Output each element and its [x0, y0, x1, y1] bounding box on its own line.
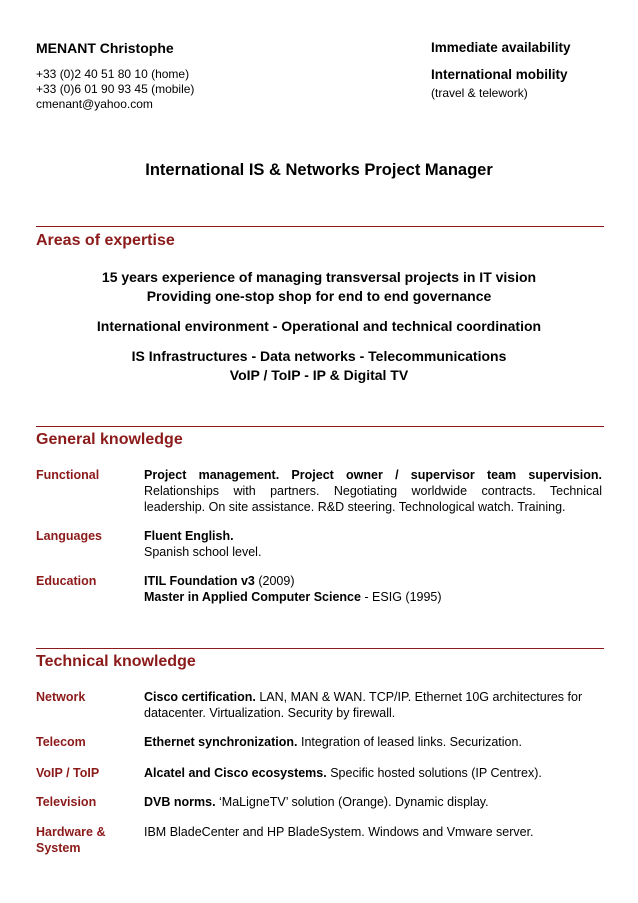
mobility-note: (travel & telework)	[431, 86, 528, 100]
expertise-line: Providing one-stop shop for end to end governance	[146, 288, 492, 304]
phone-mobile: +33 (0)6 01 90 93 45 (mobile)	[36, 82, 195, 96]
candidate-name: MENANT Christophe	[36, 40, 174, 56]
email: cmenant@yahoo.com	[36, 97, 153, 111]
functional-line: leadership. On site assistance. R&D steering. Technological watch. Training.	[144, 500, 566, 514]
label-education: Education	[36, 574, 97, 588]
expertise-line: International environment - Operational and technical coordination	[96, 318, 542, 334]
television-detail: ‘MaLigneTV’ solution (Orange). Dynamic display.	[215, 795, 489, 809]
functional-line: Relationships with partners. Negotiating worldwide contracts. Technical	[144, 484, 602, 498]
network-highlight: Cisco certification.	[144, 690, 256, 704]
telecom-text	[144, 734, 602, 750]
label-television: Television	[36, 795, 97, 809]
hardware-text: IBM BladeCenter and HP BladeSystem. Windows and Vmware server.	[144, 825, 534, 839]
voip-highlight: Alcatel and Cisco ecosystems.	[144, 766, 327, 780]
network-line: datacenter. Virtualization. Security by firewall.	[144, 706, 396, 720]
education-detail: (2009)	[254, 574, 295, 588]
education-detail: - ESIG (1995)	[360, 590, 442, 604]
expertise-line: IS Infrastructures - Data networks - Telecommunications	[131, 348, 507, 364]
voip-detail: Specific hosted solutions (IP Centrex).	[326, 766, 542, 780]
languages-line: Spanish school level.	[144, 545, 262, 559]
label-hardware	[36, 824, 105, 856]
label-hardware-line: Hardware &	[36, 825, 106, 839]
education-degree: Master in Applied Computer Science	[144, 590, 361, 604]
functional-text	[144, 467, 602, 515]
languages-line: Fluent English.	[144, 529, 234, 543]
telecom-highlight: Ethernet synchronization.	[144, 735, 298, 749]
label-languages: Languages	[36, 529, 102, 543]
education-text	[144, 573, 602, 605]
television-highlight: DVB norms.	[144, 795, 216, 809]
education-line	[144, 589, 602, 605]
label-voip: VoIP / ToIP	[36, 766, 100, 780]
languages-text	[144, 528, 602, 560]
section-divider	[36, 648, 604, 649]
education-degree: ITIL Foundation v3	[144, 574, 255, 588]
section-divider	[36, 226, 604, 227]
section-heading-general: General knowledge	[36, 431, 183, 448]
label-telecom: Telecom	[36, 735, 86, 749]
voip-text	[144, 765, 602, 781]
contact-block	[36, 67, 194, 112]
education-line	[144, 573, 602, 589]
phone-home: +33 (0)2 40 51 80 10 (home)	[36, 67, 190, 81]
network-detail: LAN, MAN & WAN. TCP/IP. Ethernet 10G architectures for	[255, 690, 583, 704]
availability: Immediate availability	[431, 40, 571, 55]
network-line	[144, 689, 602, 705]
label-hardware-line: System	[36, 841, 81, 855]
telecom-detail: Integration of leased links. Securization.	[297, 735, 522, 749]
label-functional: Functional	[36, 468, 100, 482]
document-title: International IS & Networks Project Manager	[145, 161, 493, 179]
television-text	[144, 794, 602, 810]
section-divider	[36, 426, 604, 427]
section-heading-technical: Technical knowledge	[36, 653, 196, 670]
network-text	[144, 689, 602, 721]
functional-line: Project management. Project owner / supervisor team supervision.	[144, 468, 602, 482]
label-network: Network	[36, 690, 86, 704]
expertise-line: 15 years experience of managing transversal projects in IT vision	[101, 269, 537, 285]
expertise-line: VoIP / ToIP - IP & Digital TV	[229, 367, 409, 383]
section-heading-areas: Areas of expertise	[36, 232, 175, 249]
mobility: International mobility	[431, 67, 568, 82]
